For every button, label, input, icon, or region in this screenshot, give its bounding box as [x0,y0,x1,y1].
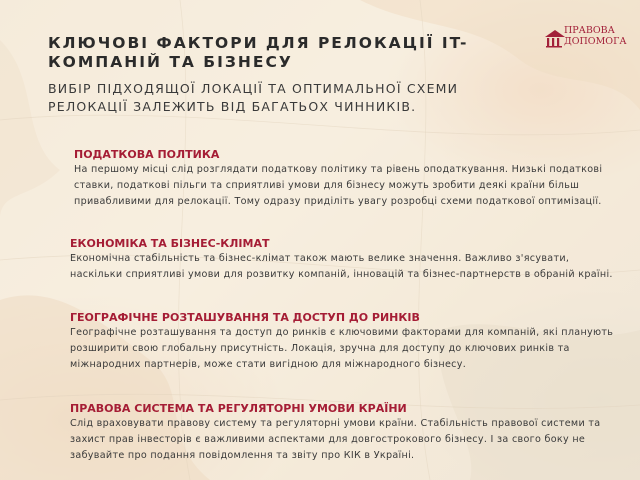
section-body: На першому місці слід розглядати податкову політику та рівень оподаткування. Низькі податкові ставки, податкові пільги та сприятливі умови для бізнесу можуть зробити деякі країни більш привабливими для релокації. Тому одразу приділіть увагу розробці схеми податкової оптимізації. [74,164,603,207]
section-tax-policy [74,148,620,210]
page-title: КЛЮЧОВІ ФАКТОРИ ДЛЯ РЕЛОКАЦІЇ IT-КОМПАНІЙ ТА БІЗНЕСУ [48,34,469,71]
section-heading: ЕКОНОМІКА ТА БІЗНЕС-КЛІМАТ [70,237,270,250]
columns-logo-icon [544,28,566,48]
section-body: Економічна стабільність та бізнес-клімат також мають велике значення. Важливо з'ясувати, наскільки сприятливі умови для розвитку компаній, інновацій та бізнес-партнерств в обраній країні. [70,253,613,280]
section-legal-system [70,402,618,464]
section-body: Географічне розташування та доступ до ринків є ключовими факторами для компаній, які планують розширити свою глобальну присутність. Локація, зручна для доступу до ключових ринків та міжнародних партнерів, може стати вигідною для міжнародного бізнесу. [70,327,614,370]
section-body: Слід враховувати правову систему та регуляторні умови країни. Стабільність правової системи та захист прав інвесторів є важливими аспектами для довгострокового бізнесу. І за свого боку не забувайте про подання повідомлення та звіту про КІК в Україні. [70,418,601,461]
section-heading: ГЕОГРАФІЧНЕ РОЗТАШУВАННЯ ТА ДОСТУП ДО РИНКІВ [70,311,420,324]
section-geography [70,311,618,373]
logo-wordmark [564,26,627,47]
page-subtitle: ВИБІР ПІДХОДЯЩОЇ ЛОКАЦІЇ ТА ОПТИМАЛЬНОЇ СХЕМИ РЕЛОКАЦІЇ ЗАЛЕЖИТЬ ВІД БАГАТЬОХ ЧИННИКІВ. [48,81,459,114]
section-economy [70,237,618,283]
brand-logo [544,25,627,52]
logo-line-1: ПРАВОВА [564,25,615,36]
logo-line-2: ДОПОМОГА [564,35,627,47]
section-heading: ПРАВОВА СИСТЕМА ТА РЕГУЛЯТОРНІ УМОВИ КРАЇНИ [70,402,407,415]
section-heading: ПОДАТКОВА ПОЛТИКА [74,148,220,161]
